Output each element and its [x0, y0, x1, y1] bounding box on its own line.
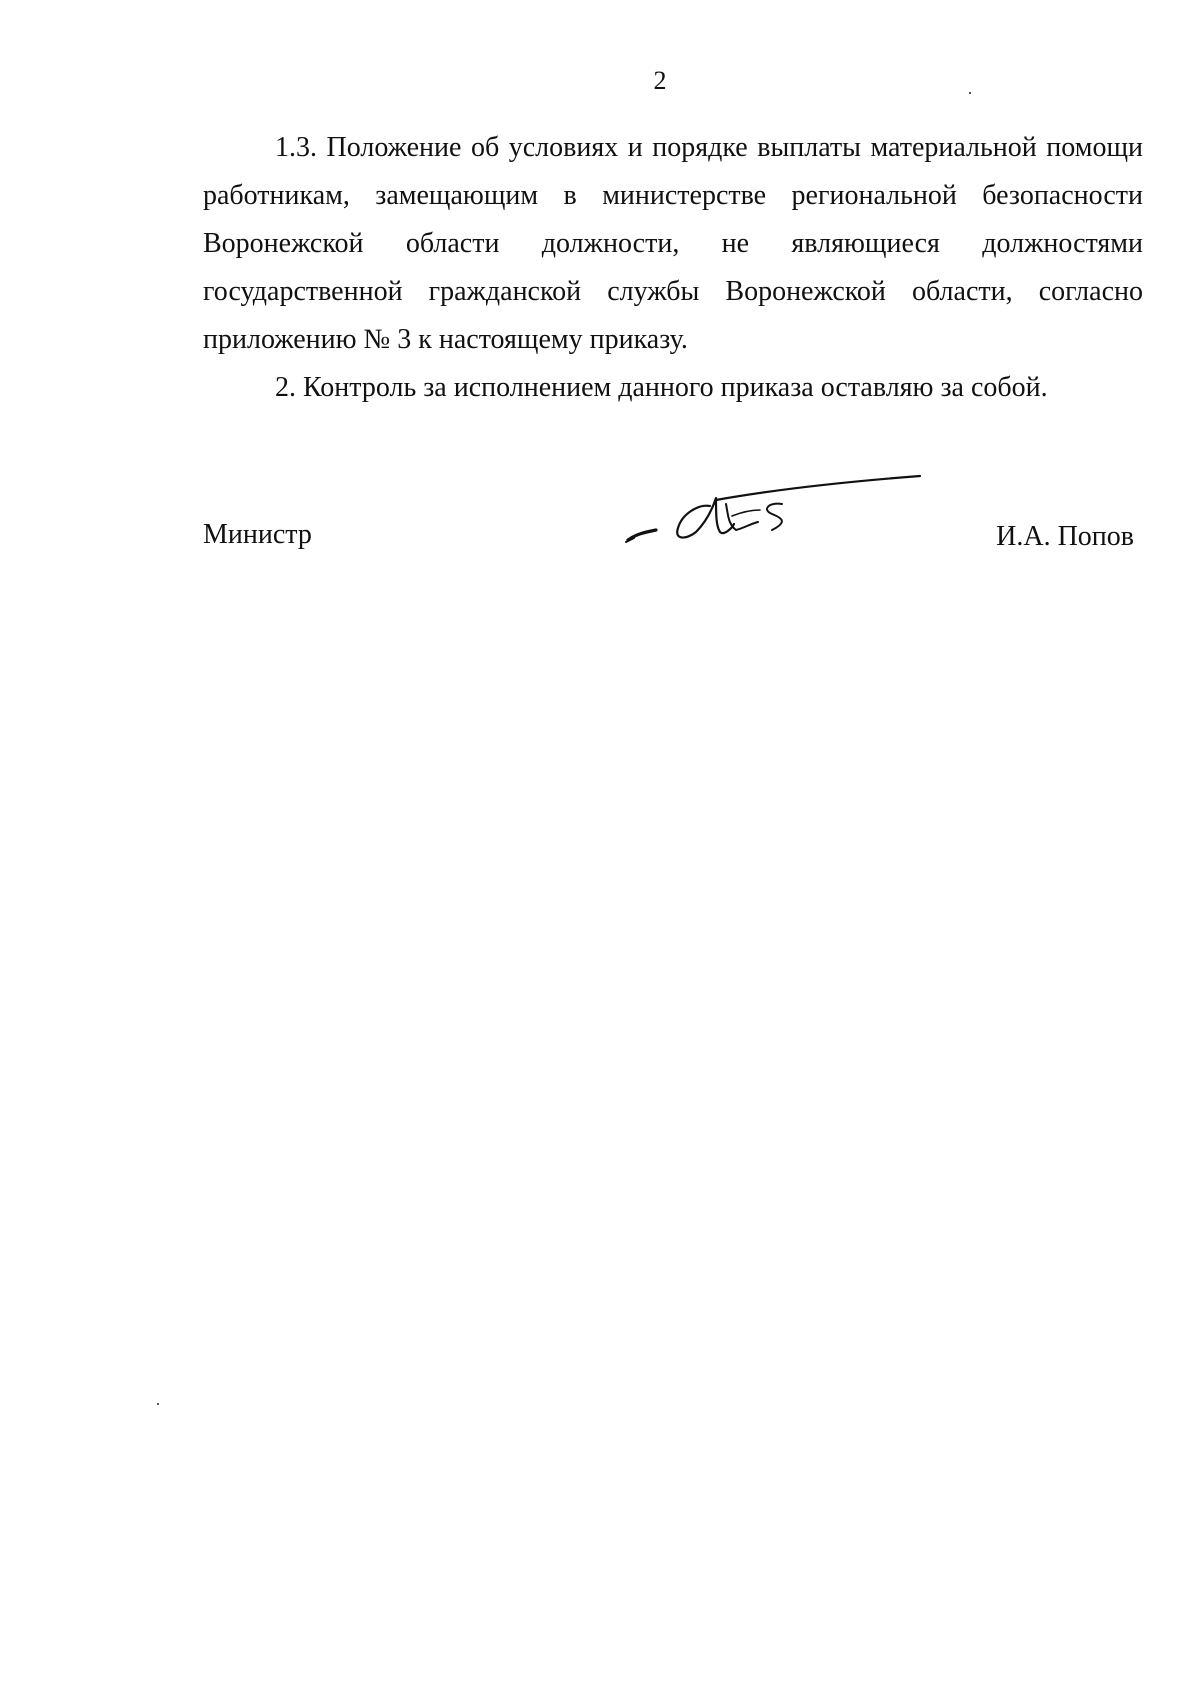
signatory-title: Министр: [203, 519, 312, 550]
signature-block: [0, 510, 1200, 570]
page-number: 2: [653, 66, 667, 95]
paragraph-2: 2. Контроль за исполнением данного приказа оставляю за собой.: [275, 372, 1048, 403]
paragraph-1-3: 1.3. Положение об условиях и порядке выплаты материальной помощи работникам, замещающим в министерстве региональной безопасности Воронежской области должности, не являющиеся должностями государственной гражданской службы Воронежской области, согласно приложению № 3 к настоящему приказу.: [203, 132, 1143, 355]
signatory-name: И.А. Попов: [996, 521, 1134, 552]
scan-speck: [157, 1403, 159, 1405]
scan-speck: [969, 92, 971, 94]
